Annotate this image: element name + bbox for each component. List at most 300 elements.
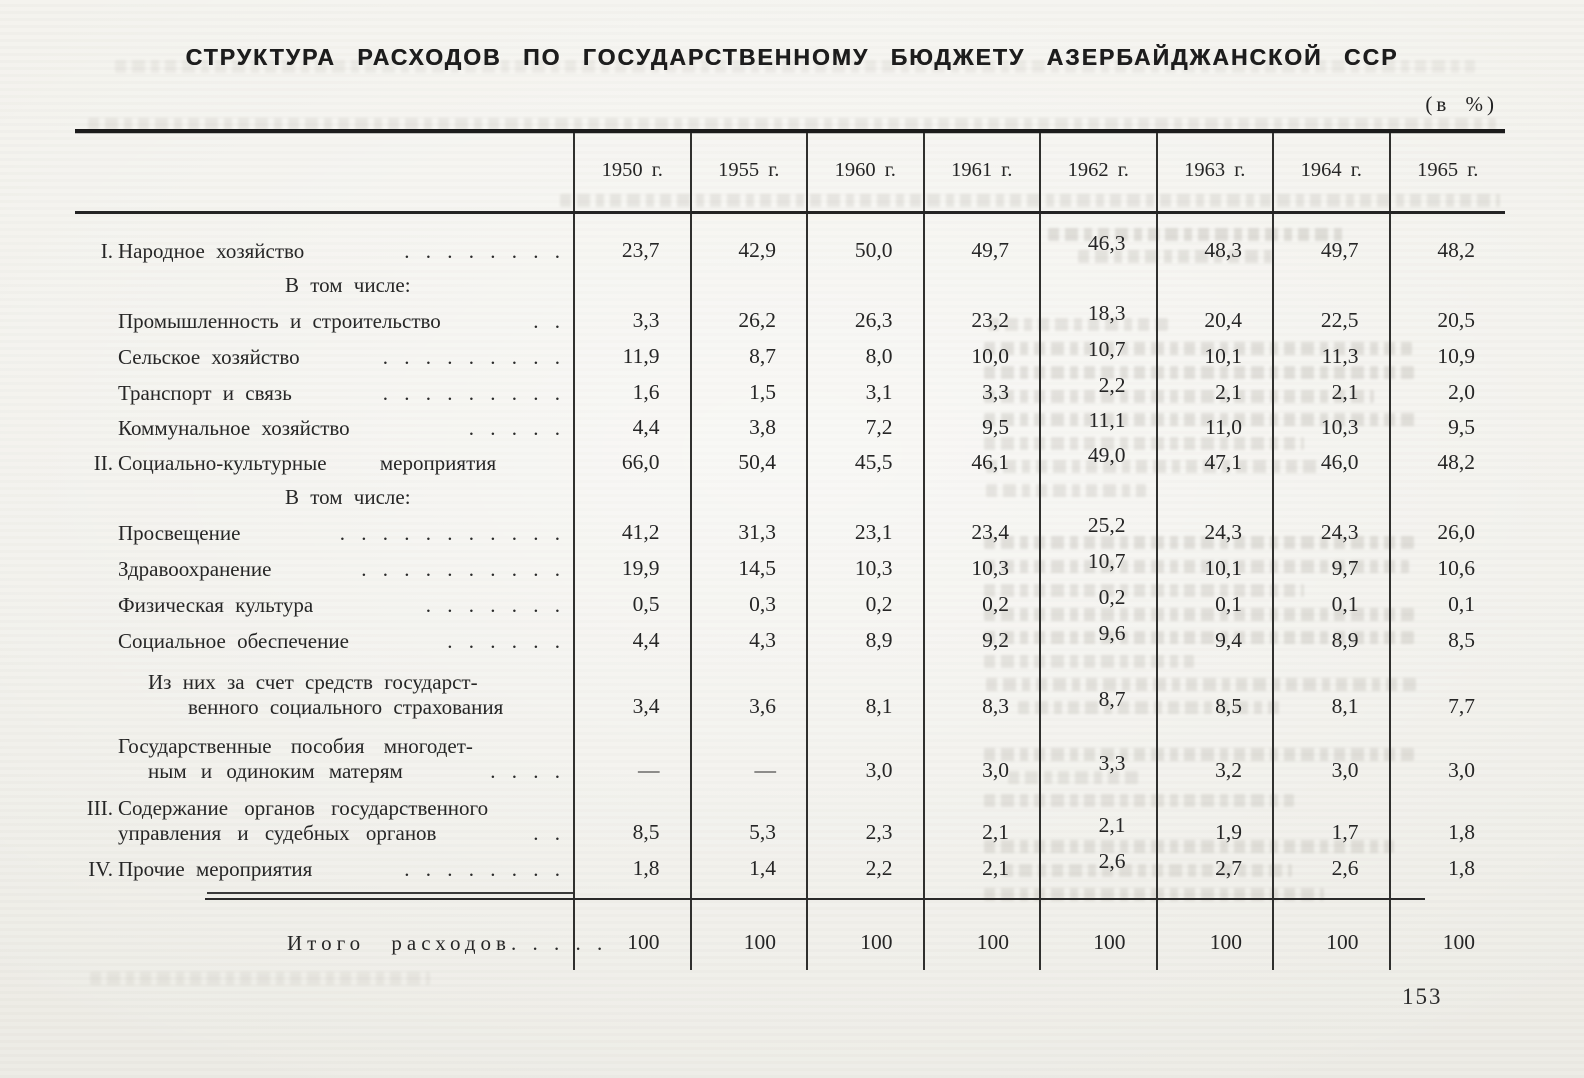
value: 1,9 xyxy=(1215,819,1242,844)
value-cell xyxy=(1039,790,1156,852)
row-label-cell xyxy=(75,852,573,888)
total-value: 100 xyxy=(1326,929,1359,954)
value-cell xyxy=(1272,624,1389,660)
tail-label-cell xyxy=(75,962,573,970)
value: 8,7 xyxy=(1098,686,1126,711)
value: 23,7 xyxy=(621,237,660,262)
leader-dots: . . . . . . . . . xyxy=(382,380,561,405)
value: 42,9 xyxy=(738,237,776,262)
value-cell xyxy=(1156,726,1273,790)
value: 8,0 xyxy=(865,343,893,368)
value: 66,0 xyxy=(621,449,660,474)
value: 8,1 xyxy=(865,693,893,718)
value: 2,3 xyxy=(865,819,893,844)
value-cell xyxy=(1272,552,1389,588)
value-cell xyxy=(1039,336,1156,376)
value: 3,4 xyxy=(632,693,660,718)
row-number: IV. xyxy=(88,856,113,881)
total-label: Итого расходов xyxy=(287,930,511,955)
table-row xyxy=(75,512,1505,552)
total-value-cell xyxy=(690,910,807,962)
value: 1,5 xyxy=(749,379,776,404)
value-cell xyxy=(690,304,807,340)
value: 2,1 xyxy=(1098,812,1126,837)
value: 3,1 xyxy=(865,379,893,404)
value: 10,1 xyxy=(1204,343,1242,368)
value-cell xyxy=(690,790,807,852)
value: 20,5 xyxy=(1437,307,1475,332)
value-cell xyxy=(1039,407,1156,447)
leader-dots: . . . . . . . . . . . xyxy=(339,520,561,545)
row-label-cell xyxy=(75,588,573,624)
table-row xyxy=(75,300,1505,340)
table-row xyxy=(75,548,1505,588)
value: 19,9 xyxy=(621,555,660,580)
value-cell xyxy=(806,376,923,412)
total-value-cell xyxy=(573,910,690,962)
column-header xyxy=(1272,133,1389,211)
value-cell xyxy=(573,376,690,412)
value: 25,2 xyxy=(1087,512,1126,537)
value-cell xyxy=(690,726,807,790)
row-label-line xyxy=(75,557,569,582)
value: 11,0 xyxy=(1205,414,1242,439)
value-cell xyxy=(573,412,690,447)
row-label-line xyxy=(75,485,569,510)
column-header-label: 1965 г. xyxy=(1417,158,1479,181)
value: 8,9 xyxy=(865,627,893,652)
value-cell xyxy=(1156,624,1273,660)
value-cell xyxy=(1389,270,1506,304)
row-label-line xyxy=(75,670,569,695)
value: 46,1 xyxy=(971,449,1009,474)
tail-cell xyxy=(806,962,923,970)
value: 8,5 xyxy=(632,819,660,844)
value-cell xyxy=(1156,270,1273,304)
value: 0,5 xyxy=(632,591,660,616)
value: 11,1 xyxy=(1088,407,1126,432)
value-cell xyxy=(806,516,923,552)
value: 1,7 xyxy=(1331,819,1359,844)
column-header-label: 1961 г. xyxy=(951,158,1013,181)
value-cell xyxy=(1389,660,1506,726)
value-cell xyxy=(806,588,923,624)
value: 1,8 xyxy=(632,855,660,880)
value-cell xyxy=(1272,790,1389,852)
header-label-cell xyxy=(75,133,573,211)
value-cell xyxy=(923,214,1040,270)
value-cell xyxy=(690,482,807,516)
value-cell xyxy=(806,552,923,588)
value: 2,1 xyxy=(1331,379,1359,404)
value: 10,9 xyxy=(1437,343,1475,368)
row-label-cell xyxy=(75,340,573,376)
value-cell xyxy=(573,516,690,552)
value: 9,5 xyxy=(982,414,1009,439)
value-cell xyxy=(573,447,690,482)
value: 20,4 xyxy=(1204,307,1242,332)
leader-dots: . . xyxy=(533,308,561,333)
value-cell xyxy=(1389,340,1506,376)
leader-dots: . . . . . . . . xyxy=(404,238,561,263)
value-cell xyxy=(1389,852,1506,888)
value-cell xyxy=(573,482,690,516)
value: 26,0 xyxy=(1437,519,1475,544)
value-cell xyxy=(1272,726,1389,790)
row-label: Просвещение xyxy=(118,520,241,545)
row-number: III. xyxy=(86,795,113,820)
value-cell xyxy=(573,624,690,660)
column-header-label: 1964 г. xyxy=(1300,158,1362,181)
page-title: СТРУКТУРА РАСХОДОВ ПО ГОСУДАРСТВЕННОМУ БЮДЖЕТУ АЗЕРБАЙДЖАНСКОЙ ССР xyxy=(185,44,1399,70)
value: 49,7 xyxy=(971,237,1009,262)
row-label-line2 xyxy=(75,821,569,846)
value: 9,6 xyxy=(1098,620,1126,645)
value-cell xyxy=(573,270,690,304)
value: 7,2 xyxy=(865,414,893,439)
row-label-line xyxy=(75,381,569,406)
column-header-label: 1960 г. xyxy=(834,158,896,181)
value-cell xyxy=(1039,620,1156,660)
value: 2,1 xyxy=(982,819,1009,844)
value-cell xyxy=(1389,516,1506,552)
value-cell xyxy=(1389,214,1506,270)
value-cell xyxy=(923,376,1040,412)
value-cell xyxy=(923,660,1040,726)
value-cell xyxy=(690,516,807,552)
value: 45,5 xyxy=(854,449,893,474)
row-label-line xyxy=(75,416,569,441)
row-label: Физическая культура xyxy=(118,592,314,617)
value-cell xyxy=(1272,340,1389,376)
row-label-line xyxy=(75,273,569,298)
value: 0,1 xyxy=(1215,591,1242,616)
table-row xyxy=(75,407,1505,447)
value-cell xyxy=(923,447,1040,482)
value: 8,9 xyxy=(1331,627,1359,652)
value-cell xyxy=(573,214,690,270)
total-value-cell xyxy=(806,910,923,962)
leader-dots: . . . . . . xyxy=(447,628,561,653)
value-cell xyxy=(1039,482,1156,516)
total-value: 100 xyxy=(860,929,893,954)
value: 2,1 xyxy=(1215,379,1242,404)
row-label: Содержание органов государственного xyxy=(118,795,489,820)
leader-dots: . . . . xyxy=(490,758,561,783)
value: 8,1 xyxy=(1331,693,1359,718)
value: 23,4 xyxy=(971,519,1009,544)
row-label: В том числе: xyxy=(285,484,411,509)
value: — xyxy=(638,757,660,782)
column-header xyxy=(806,133,923,211)
table-row xyxy=(75,214,1505,270)
total-value-cell xyxy=(923,910,1040,962)
row-label-line xyxy=(75,857,569,882)
value-cell xyxy=(690,624,807,660)
value: 18,3 xyxy=(1087,300,1126,325)
value: 3,3 xyxy=(1098,750,1126,775)
value-cell xyxy=(1156,852,1273,888)
value-cell xyxy=(573,588,690,624)
value: 23,2 xyxy=(971,307,1009,332)
row-label: Народное хозяйство xyxy=(118,238,305,263)
table-row xyxy=(75,372,1505,412)
leader-dots: . . . . . . . . xyxy=(404,856,561,881)
value: 8,7 xyxy=(749,343,776,368)
value-cell xyxy=(806,660,923,726)
value-cell xyxy=(1156,447,1273,482)
row-label-cell xyxy=(75,552,573,588)
row-label-line xyxy=(75,521,569,546)
row-label-continued: ным и одиноким матерям xyxy=(148,758,403,783)
value: 49,7 xyxy=(1320,237,1359,262)
value-cell xyxy=(1156,790,1273,852)
row-label-continued: венного социального страхования xyxy=(188,694,504,719)
value-cell xyxy=(1272,412,1389,447)
column-header xyxy=(923,133,1040,211)
leader-dots: . . xyxy=(533,820,561,845)
value: 4,3 xyxy=(749,627,776,652)
bleedthrough-line xyxy=(90,972,430,985)
value-cell xyxy=(1039,300,1156,340)
row-label: Промышленность и строительство xyxy=(118,308,441,333)
row-label: В том числе: xyxy=(285,272,411,297)
value-cell xyxy=(573,790,690,852)
value-cell xyxy=(1389,376,1506,412)
value: 10,3 xyxy=(854,555,893,580)
row-label-line xyxy=(75,734,569,759)
value-cell xyxy=(690,376,807,412)
value-cell xyxy=(1272,588,1389,624)
table-tail-row xyxy=(75,962,1505,970)
value: 1,8 xyxy=(1448,819,1475,844)
value: 0,2 xyxy=(865,591,893,616)
value: 3,0 xyxy=(982,757,1009,782)
row-label: Прочие мероприятия xyxy=(118,856,313,881)
value-cell xyxy=(1272,482,1389,516)
value-cell xyxy=(690,660,807,726)
row-number: II. xyxy=(93,450,113,475)
value: 47,1 xyxy=(1204,449,1242,474)
row-label-cell xyxy=(75,660,573,726)
column-header-label: 1962 г. xyxy=(1067,158,1129,181)
value-cell xyxy=(923,270,1040,304)
value-cell xyxy=(1156,412,1273,447)
value: 10,7 xyxy=(1087,336,1126,361)
value-cell xyxy=(923,588,1040,624)
value: 8,5 xyxy=(1448,627,1475,652)
value: 2,2 xyxy=(1098,372,1126,397)
value-cell xyxy=(1039,214,1156,270)
value-cell xyxy=(806,726,923,790)
value: 1,8 xyxy=(1448,855,1475,880)
leader-dots: . . . . . . . . . xyxy=(382,344,561,369)
value-cell xyxy=(1156,214,1273,270)
value-cell xyxy=(1272,304,1389,340)
value: 10,6 xyxy=(1437,555,1475,580)
value: 24,3 xyxy=(1320,519,1359,544)
value: 9,4 xyxy=(1215,627,1242,652)
value-cell xyxy=(806,482,923,516)
value: 8,5 xyxy=(1215,693,1242,718)
value: 3,6 xyxy=(749,693,776,718)
value: 0,1 xyxy=(1448,591,1475,616)
value-cell xyxy=(923,412,1040,447)
row-label: Здравоохранение xyxy=(118,556,272,581)
total-value: 100 xyxy=(1093,929,1126,954)
total-value-cell xyxy=(1039,910,1156,962)
value: 2,2 xyxy=(865,855,893,880)
row-label-line xyxy=(75,345,569,370)
value-cell xyxy=(806,790,923,852)
value: 0,3 xyxy=(749,591,776,616)
value-cell xyxy=(1156,552,1273,588)
value: 2,1 xyxy=(982,855,1009,880)
value-cell xyxy=(690,270,807,304)
value: 1,4 xyxy=(749,855,776,880)
value-cell xyxy=(923,790,1040,852)
table-row xyxy=(75,482,1505,516)
row-label-cell xyxy=(75,304,573,340)
total-row xyxy=(75,910,1505,962)
value-cell xyxy=(573,552,690,588)
value: 0,2 xyxy=(1098,584,1126,609)
value-cell xyxy=(806,624,923,660)
value: 10,0 xyxy=(971,343,1009,368)
row-label: Сельское хозяйство xyxy=(118,344,300,369)
table-row xyxy=(75,584,1505,624)
value-cell xyxy=(806,412,923,447)
value-cell xyxy=(573,852,690,888)
value: 48,3 xyxy=(1204,237,1242,262)
column-header-label: 1950 г. xyxy=(601,158,663,181)
value: 10,7 xyxy=(1087,548,1126,573)
value-cell xyxy=(1156,588,1273,624)
value: 22,5 xyxy=(1320,307,1359,332)
row-label: Государственные пособия многодет- xyxy=(118,733,473,758)
value: 31,3 xyxy=(738,519,776,544)
value: 4,4 xyxy=(632,627,660,652)
total-value-cell xyxy=(1389,910,1506,962)
value: 3,2 xyxy=(1215,757,1242,782)
value: 48,2 xyxy=(1437,449,1475,474)
value: 5,3 xyxy=(749,819,776,844)
value: 9,2 xyxy=(982,627,1009,652)
value-cell xyxy=(1039,660,1156,726)
value-cell xyxy=(1156,376,1273,412)
tail-cell xyxy=(1272,962,1389,970)
value-cell xyxy=(1389,304,1506,340)
value: 49,0 xyxy=(1087,442,1126,467)
total-value: 100 xyxy=(1209,929,1242,954)
leader-dots: . . . . . . . . . . xyxy=(361,556,561,581)
value-cell xyxy=(1272,376,1389,412)
table-header-row xyxy=(75,133,1505,211)
value-cell xyxy=(923,726,1040,790)
value-cell xyxy=(690,412,807,447)
value-cell xyxy=(573,340,690,376)
column-header xyxy=(690,133,807,211)
value: 3,0 xyxy=(1448,757,1475,782)
table-row xyxy=(75,726,1505,790)
value-cell xyxy=(923,852,1040,888)
row-label-line xyxy=(75,309,569,334)
row-label-continued: управления и судебных органов xyxy=(118,820,437,845)
value-cell xyxy=(1156,482,1273,516)
row-label-line xyxy=(75,629,569,654)
value-cell xyxy=(806,340,923,376)
value-cell xyxy=(1272,214,1389,270)
row-label-line xyxy=(75,239,569,264)
table-row xyxy=(75,848,1505,888)
value-cell xyxy=(1039,270,1156,304)
tail-cell xyxy=(1156,962,1273,970)
value: 1,6 xyxy=(632,379,660,404)
column-header xyxy=(1039,133,1156,211)
value: 3,0 xyxy=(865,757,893,782)
row-label-cell xyxy=(75,516,573,552)
total-value-cell xyxy=(1156,910,1273,962)
value: 10,1 xyxy=(1204,555,1242,580)
column-header-label: 1955 г. xyxy=(718,158,780,181)
value: — xyxy=(754,757,776,782)
total-value: 100 xyxy=(1442,929,1475,954)
value: 11,3 xyxy=(1321,343,1359,368)
value-cell xyxy=(1389,447,1506,482)
table-row xyxy=(75,270,1505,304)
row-label-cell xyxy=(75,412,573,447)
row-label-cell xyxy=(75,270,573,304)
value: 46,0 xyxy=(1320,449,1359,474)
value: 8,3 xyxy=(982,693,1009,718)
value: 41,2 xyxy=(621,519,660,544)
value: 2,7 xyxy=(1215,855,1242,880)
value-cell xyxy=(806,214,923,270)
total-value: 100 xyxy=(743,929,776,954)
row-label-line2 xyxy=(75,695,569,720)
row-label-line2 xyxy=(75,759,569,784)
value-cell xyxy=(1272,516,1389,552)
row-number: I. xyxy=(100,238,113,263)
value-cell xyxy=(923,516,1040,552)
value: 48,2 xyxy=(1437,237,1475,262)
value-cell xyxy=(1389,412,1506,447)
row-label-cell xyxy=(75,790,573,852)
value: 3,8 xyxy=(749,414,776,439)
total-label-cell xyxy=(75,910,604,962)
value: 10,3 xyxy=(971,555,1009,580)
row-label-cell xyxy=(75,214,573,270)
value-cell xyxy=(806,304,923,340)
value-cell xyxy=(1272,852,1389,888)
total-value: 100 xyxy=(976,929,1009,954)
tail-cell xyxy=(1039,962,1156,970)
value-cell xyxy=(806,447,923,482)
value: 26,2 xyxy=(738,307,776,332)
value: 3,3 xyxy=(982,379,1009,404)
row-label-cell xyxy=(75,376,573,412)
table-row xyxy=(75,620,1505,660)
row-label: Социальное обеспечение xyxy=(118,628,349,653)
value-cell xyxy=(923,624,1040,660)
value-cell xyxy=(923,304,1040,340)
column-header xyxy=(1156,133,1273,211)
value: 2,0 xyxy=(1448,379,1475,404)
value-cell xyxy=(1039,848,1156,888)
value-cell xyxy=(1039,372,1156,412)
table-row xyxy=(75,442,1505,482)
value-cell xyxy=(1389,726,1506,790)
